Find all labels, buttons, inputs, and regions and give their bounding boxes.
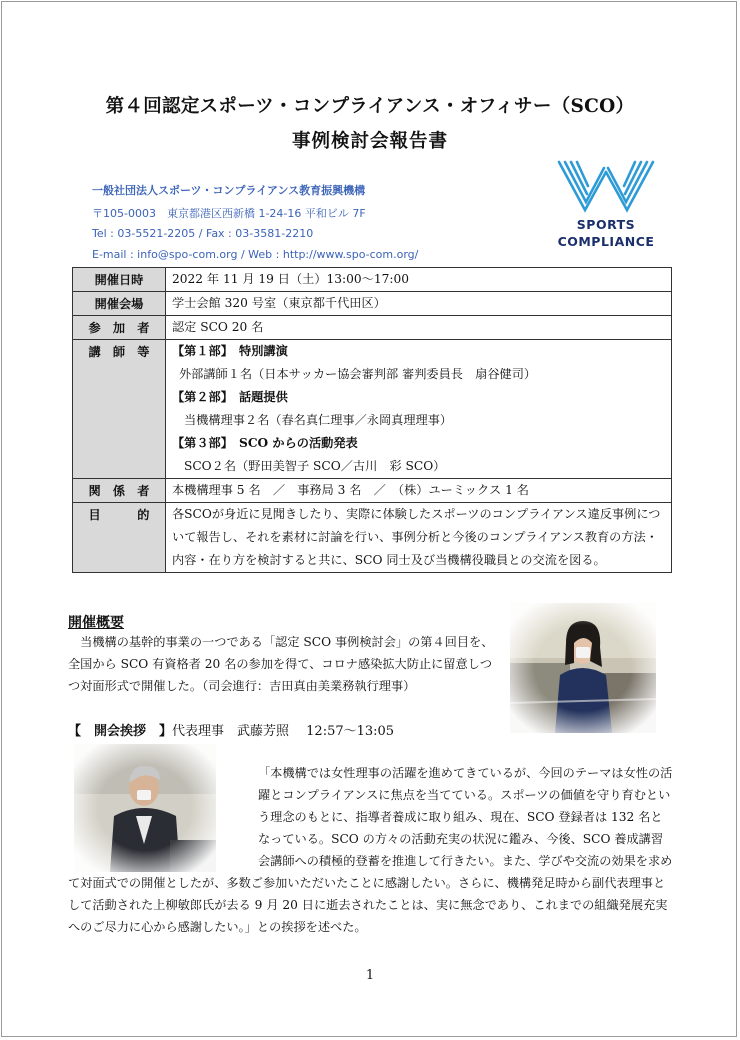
part2-title: 【第２部】 話題提供 — [172, 390, 288, 404]
speaker-photo-woman — [510, 603, 656, 733]
part3-detail: SCO２名（野田美智子 SCO／古川 彩 SCO） — [184, 459, 446, 473]
purpose-value: 各SCOが身近に見聞きしたり、実際に体験したスポーツのコンプライアンス違反事例について報告し、それを素材に討論を行い、事例分析と今後のコンプライアンス教育の方法・内容・在り方を検討すると共に、SCO 同士及び当機構役職員との交流を図る。 — [166, 503, 672, 573]
part1-detail: 外部講師１名（日本サッカー協会審判部 審判委員長 扇谷健司） — [179, 367, 537, 381]
part2-detail: 当機構理事２名（春名真仁理事／永岡真理理事） — [184, 413, 453, 427]
greeting-paragraph — [68, 762, 674, 938]
photo-float-spacer — [68, 762, 258, 872]
table-row — [73, 268, 672, 292]
greeting-heading — [68, 720, 394, 739]
venue-value: 学士会館 320 号室（東京都千代田区） — [166, 292, 672, 316]
table-row — [73, 316, 672, 340]
table-row — [73, 479, 672, 503]
greeting-text: 「本機構では女性理事の活躍を進めてきているが、今回のテーマは女性の活躍とコンプライアンスに焦点を当てている。スポーツの価値を守り育むという理念のもとに、指導者養成に取り組み、現在、SCO 登録者は 132 名となっている。SCO の方々の活動充実の状況に鑑み、今後、SCO 養成講習会講師への積極的登蓄を推進して行きたい。また、学びや交流の効果を求めて対面式での開催としたが、多数ご参加いただいたことに感謝したい。さらに、機構発足時から副代表理事として活動された上柳敏郎氏が去る 9 月 20 日に逝去されたことは、実に無念であり、これまでの組織発展充実へのご尽力に心から感謝したい。」との挨拶を述べた。 — [68, 766, 673, 934]
logo-text-sports: SPORTS — [576, 217, 636, 232]
org-name: 一般社団法人スポーツ・コンプライアンス教育振興機構 — [92, 184, 366, 197]
part1-title: 【第１部】 特別講演 — [172, 344, 288, 358]
related-value: 本機構理事 5 名 ／ 事務局 3 名 ／ （株）ユーミックス 1 名 — [166, 479, 672, 503]
table-row — [73, 292, 672, 316]
org-address: 〒105-0003 東京都港区西新橋 1-24-16 平和ビル 7F — [92, 207, 366, 220]
part3-title: 【第３部】 SCO からの活動発表 — [172, 436, 358, 450]
participants-value: 認定 SCO 20 名 — [166, 316, 672, 340]
participants-label: 参 加 者 — [73, 316, 166, 340]
venue-label: 開催会場 — [73, 292, 166, 316]
overview-heading: 開催概要 — [68, 615, 124, 631]
related-label: 関 係 者 — [73, 479, 166, 503]
overview-paragraph: 当機構の基幹的事業の一つである「認定 SCO 事例検討会」の第４回目を、全国から SCO 有資格者 20 名の参加を得て、コロナ感染拡大防止に留意しつつ対面形式で開催した。（司会進行：吉田真由美業務執行理事） — [68, 635, 494, 693]
table-row — [73, 503, 672, 573]
org-phone: Tel : 03-5521-2205 / Fax : 03-3581-2210 — [92, 227, 314, 240]
report-title: 第４回認定スポーツ・コンプライアンス・オフィサー（SCO） — [105, 96, 635, 117]
speakers-value — [166, 340, 672, 479]
event-info-table — [72, 267, 672, 573]
greeting-heading-rest: 代表理事 武藤芳照 12:57～13:05 — [172, 724, 395, 739]
report-subtitle: 事例検討会報告書 — [291, 131, 448, 152]
purpose-label: 目 的 — [73, 503, 166, 573]
date-label: 開催日時 — [73, 268, 166, 292]
date-value: 2022 年 11 月 19 日（土）13:00～17:00 — [166, 268, 672, 292]
greeting-heading-bracket: 【 開会挨拶 】 — [68, 724, 173, 739]
org-email-web: E-mail : info@spo-com.org / Web : http://www.spo-com.org/ — [92, 248, 419, 261]
table-row — [73, 340, 672, 479]
speakers-label: 講 師 等 — [73, 340, 166, 479]
page-number: 1 — [365, 968, 375, 983]
logo-text-compliance: COMPLIANCE — [557, 234, 655, 249]
